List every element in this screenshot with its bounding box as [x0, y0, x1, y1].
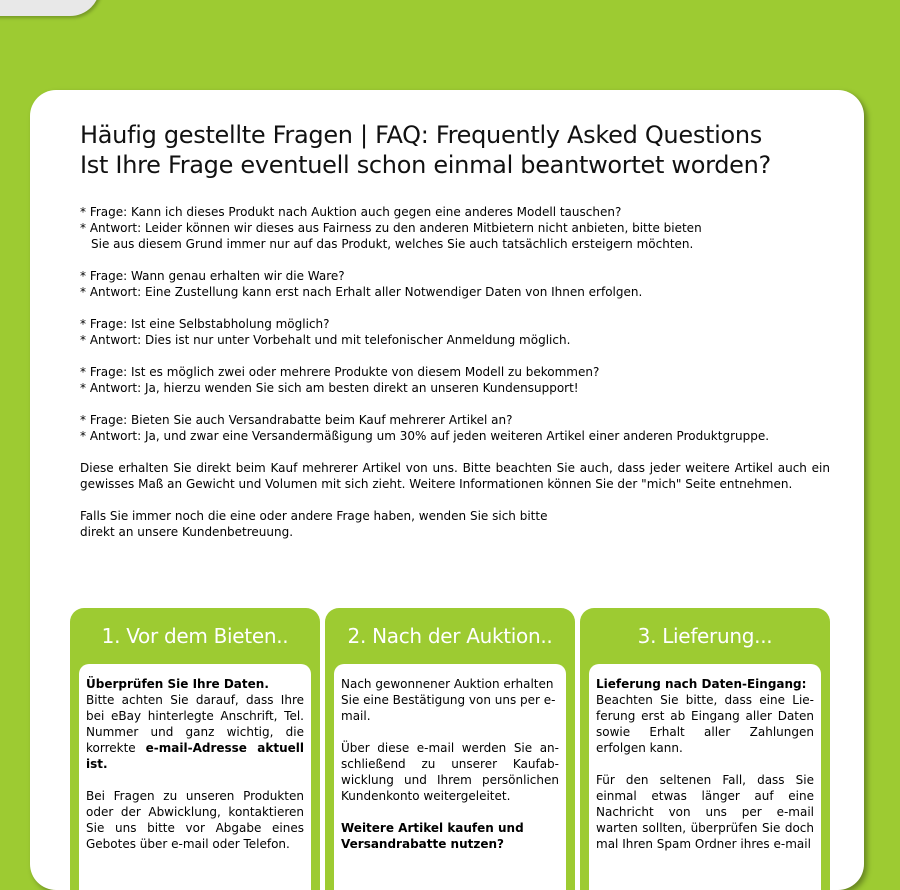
column-paragraph: Über diese e-mail werden Sie an-schließend zu unserer Kaufab-wicklung und Ihrem persönlichen Kundenkonto weitergeleitet. — [341, 741, 559, 803]
column-text: Bitte achten Sie darauf, dass Ihre bei eBay hinterlegte Anschrift, Tel. Nummer und ganz wichtig, die korrekte — [86, 693, 304, 755]
column-paragraph: Für den seltenen Fall, dass Sie einmal etwas länger auf eine Nachricht von uns per e-mail warten sollten, überprüfen Sie doch mal Ihren Spam Ordner ihres e-mail — [596, 773, 814, 851]
column-delivery — [580, 608, 830, 890]
column-title: 2. Nach der Auktion.. — [347, 624, 553, 648]
top-tab-decoration — [0, 0, 100, 16]
column-paragraph — [596, 676, 814, 756]
faq-answer: * Antwort: Ja, hierzu wenden Sie sich am besten direkt an unseren Kundensupport! — [80, 381, 579, 395]
faq-question: * Frage: Wann genau erhalten wir die Ware? — [80, 269, 345, 283]
contact-paragraph — [80, 508, 830, 540]
column-paragraph — [86, 676, 304, 772]
faq-item — [80, 268, 830, 300]
column-subheading: Überprüfen Sie Ihre Daten. — [86, 677, 269, 691]
faq-item — [80, 412, 830, 444]
faq-answer: * Antwort: Eine Zustellung kann erst nach Erhalt aller Notwendiger Daten von Ihnen erfolgen. — [80, 285, 643, 299]
column-before-bidding — [70, 608, 320, 890]
title-line-1: Häufig gestellte Fragen | FAQ: Frequently Asked Questions — [80, 121, 762, 149]
column-paragraph — [341, 820, 559, 852]
column-body — [589, 664, 821, 890]
column-paragraph: Bei Fragen zu unseren Produkten oder der Abwicklung, kontaktieren Sie uns bitte vor Abgabe eines Gebotes über e-mail oder Telefon. — [86, 789, 304, 851]
faq-answer: * Antwort: Leider können wir dieses aus Fairness zu den anderen Mitbietern nicht anbieten, bitte bieten — [80, 221, 702, 235]
info-columns — [70, 608, 830, 890]
column-subheading: Lieferung nach Daten-Eingang: — [596, 677, 807, 691]
faq-question: * Frage: Kann ich dieses Produkt nach Auktion auch gegen eine anderes Modell tauschen? — [80, 205, 622, 219]
faq-answer: * Antwort: Ja, und zwar eine Versandermäßigung um 30% auf jeden weiteren Artikel einer anderen Produktgruppe. — [80, 429, 770, 443]
contact-line-2: direkt an unsere Kundenbetreuung. — [80, 525, 294, 539]
column-paragraph: Nach gewonnener Auktion erhalten Sie eine Bestätigung von uns per e-mail. — [341, 677, 556, 723]
column-body — [334, 664, 566, 890]
page-title — [80, 120, 771, 180]
faq-item — [80, 204, 830, 252]
column-after-auction — [325, 608, 575, 890]
faq-question: * Frage: Ist eine Selbstabholung möglich? — [80, 317, 330, 331]
column-title: 1. Vor dem Bieten.. — [101, 624, 289, 648]
faq-item — [80, 316, 830, 348]
faq-answer-continued: Sie aus diesem Grund immer nur auf das Produkt, welches Sie auch tatsächlich ersteigern möchten. — [91, 237, 694, 251]
column-text: Beachten Sie bitte, dass eine Lie-ferung erst ab Eingang aller Daten sowie Erhalt aller Zahlungen erfolgen kann. — [596, 693, 814, 755]
column-subheading: Weitere Artikel kaufen und Versandrabatte nutzen? — [341, 821, 524, 851]
faq-question: * Frage: Ist es möglich zwei oder mehrere Produkte von diesem Modell zu bekommen? — [80, 365, 600, 379]
contact-line-1: Falls Sie immer noch die eine oder andere Frage haben, wenden Sie sich bitte — [80, 509, 548, 523]
faq-answer: * Antwort: Dies ist nur unter Vorbehalt und mit telefonischer Anmeldung möglich. — [80, 333, 571, 347]
title-line-2: Ist Ihre Frage eventuell schon einmal beantwortet worden? — [80, 151, 771, 179]
info-paragraph: Diese erhalten Sie direkt beim Kauf mehrerer Artikel von uns. Bitte beachten Sie auch, dass jeder weitere Artikel auch ein gewisses Maß an Gewicht und Volumen mit sich zieht. Weitere Informationen können Sie der "mich" Seite entnehmen. — [80, 461, 830, 491]
faq-list — [80, 204, 830, 556]
column-title: 3. Lieferung... — [637, 624, 773, 648]
column-body — [79, 664, 311, 890]
faq-item — [80, 364, 830, 396]
column-emphasis: e-mail-Adresse aktuell ist. — [86, 741, 304, 771]
faq-question: * Frage: Bieten Sie auch Versandrabatte beim Kauf mehrerer Artikel an? — [80, 413, 513, 427]
faq-panel — [30, 90, 864, 890]
